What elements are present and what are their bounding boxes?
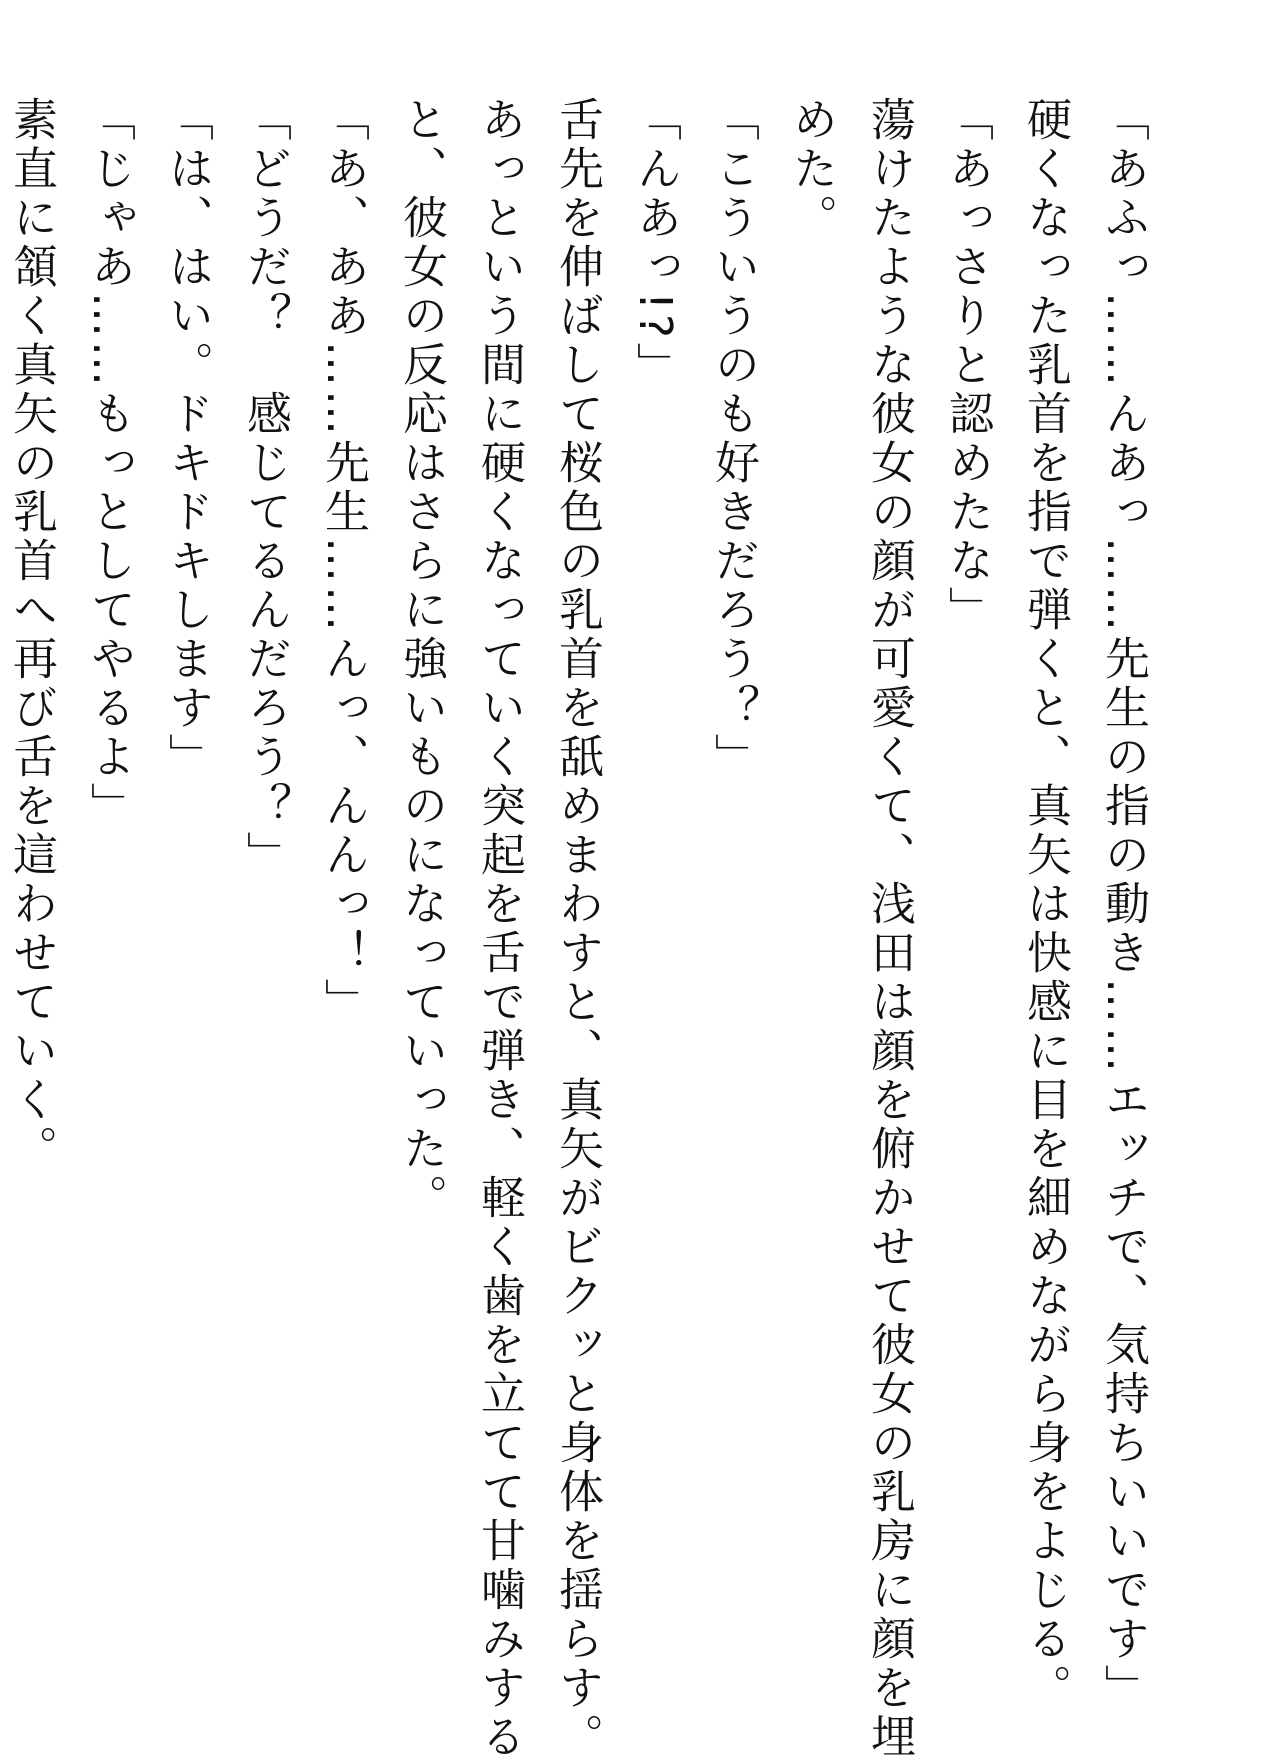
text-line: 「あ、ああ……先生……んっ、んんっ！」 [317, 96, 370, 1027]
text-line: 硬くなった乳首を指で弾くと、真矢は快感に目を細めながら身をよじる。 [1019, 96, 1072, 1713]
text-line: 「あふっ……んあっ……先生の指の動き……エッチで、気持ちいいです」 [1097, 96, 1150, 1713]
text-line: 舌先を伸ばして桜色の乳首を舐めまわすと、真矢がビクッと身体を揺らす。 [551, 96, 604, 1762]
vertical-text-body [0, 96, 1162, 1762]
text-line: 「は、はい。ドキドキします」 [161, 96, 214, 782]
text-line: 蕩けたような彼女の顔が可愛くて、浅田は顔を俯かせて彼女の乳房に顔を埋 [863, 96, 916, 1762]
text-line: と、彼女の反応はさらに強いものになっていった。 [395, 96, 448, 1223]
text-line: 素直に頷く真矢の乳首へ再び舌を這わせていく。 [5, 96, 58, 1174]
text-line: めた。 [785, 96, 838, 243]
text-line: あっという間に硬くなっていく突起を舌で弾き、軽く歯を立てて甘噛みする [473, 96, 526, 1762]
text-line: 「じゃあ……もっとしてやるよ」 [83, 96, 136, 831]
text-line: 「どうだ？ 感じてるんだろう？」 [239, 96, 292, 880]
text-line: 「あっさりと認めたな」 [941, 96, 994, 635]
text-line: 「んあっ!?」 [629, 96, 682, 391]
text-line: 「こういうのも好きだろう？」 [707, 96, 760, 782]
